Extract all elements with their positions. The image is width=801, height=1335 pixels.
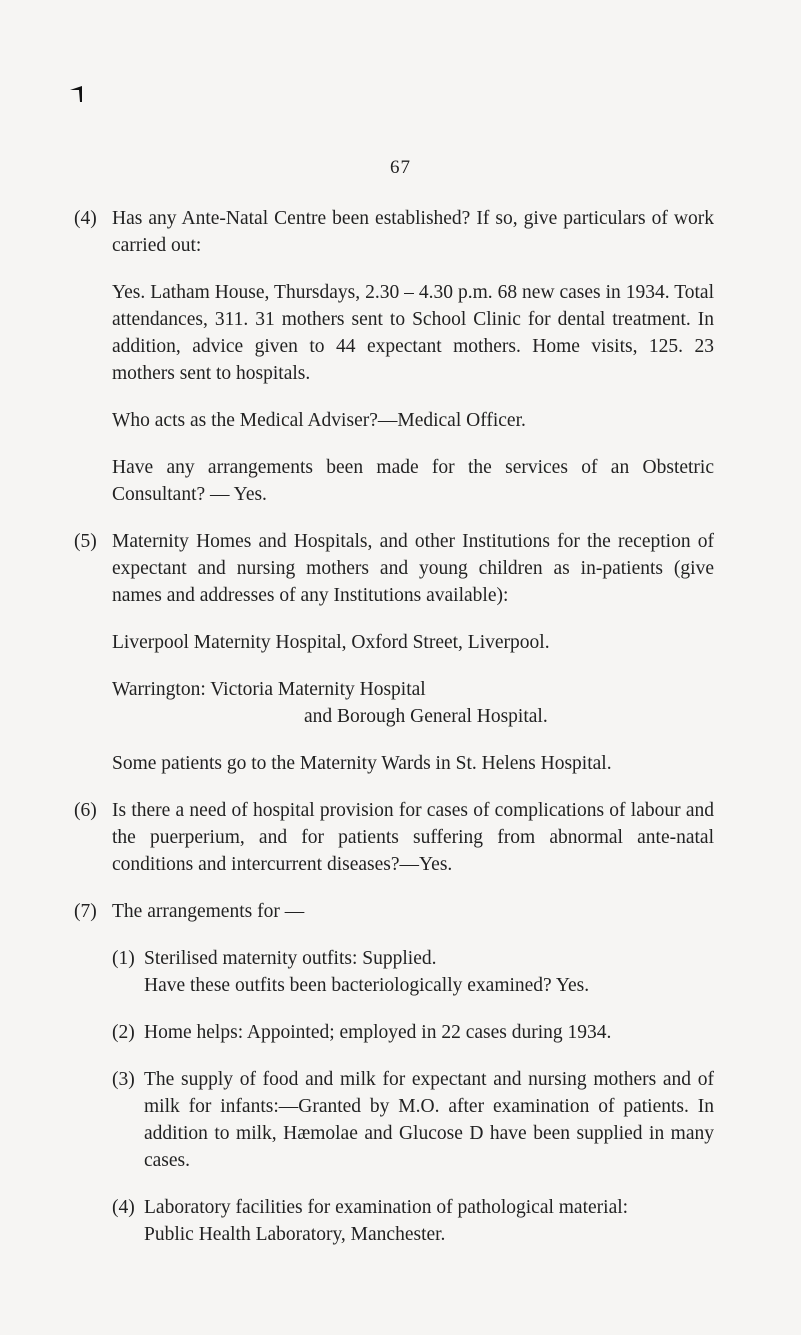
- obstetric-consultant-text: Have any arrangements been made for the services of an Obstetric Consultant? — Yes.: [112, 457, 714, 505]
- question-text: The arrangements for —: [112, 901, 305, 922]
- question-7: [74, 898, 714, 1248]
- page-number: 67: [390, 157, 411, 178]
- corner-mark-icon: [68, 84, 88, 104]
- medical-adviser-text: Who acts as the Medical Adviser?—Medical Officer.: [112, 410, 526, 431]
- institution-liverpool: Liverpool Maternity Hospital, Oxford Street, Liverpool.: [112, 632, 550, 653]
- institution-st-helens: Some patients go to the Maternity Wards in St. Helens Hospital.: [112, 753, 612, 774]
- question-text: Maternity Homes and Hospitals, and other Institutions for the reception of expectant and nursing mothers and young children as in-patients (give names and addresses of any Institutions available):: [112, 531, 714, 606]
- question-4: [74, 205, 714, 508]
- arrangement-item-3: (3) The supply of food and milk for expectant and nursing mothers and of milk for infants:—Granted by M.O. after examination of patients. In addition to milk, Hæmolae and Glucose D have been supplied in many cases.: [112, 1069, 714, 1171]
- arrangement-item-2: (2) Home helps: Appointed; employed in 22 cases during 1934.: [112, 1022, 612, 1043]
- question-number: (7): [74, 901, 97, 922]
- answer-text: Yes. Latham House, Thursdays, 2.30 – 4.30 p.m. 68 new cases in 1934. Total attendances, 311. 31 mothers sent to School Clinic for dental treatment. In addition, advice given to 44 expectant mothers. Home visits, 125. 23 mothers sent to hospitals.: [112, 282, 714, 384]
- question-5: [74, 528, 714, 777]
- document-body: [74, 205, 714, 1268]
- question-number: (5): [74, 531, 97, 552]
- question-number: (4): [74, 208, 97, 229]
- institution-warrington: Warrington: Victoria Maternity Hospital and Borough General Hospital.: [112, 679, 548, 727]
- question-text: Has any Ante-Natal Centre been established? If so, give particulars of work carried out:: [112, 208, 714, 256]
- arrangement-item-4: (4) Laboratory facilities for examination of pathological material: Public Health Laboratory, Manchester.: [112, 1197, 629, 1245]
- arrangement-item-1: (1) Sterilised maternity outfits: Supplied. Have these outfits been bacteriologically examined? Yes.: [112, 948, 590, 996]
- question-text: Is there a need of hospital provision for cases of complications of labour and the puerperium, and for patients suffering from abnormal ante-natal conditions and intercurrent diseases?—Yes.: [112, 800, 714, 875]
- question-number: (6): [74, 800, 97, 821]
- question-6: [74, 797, 714, 878]
